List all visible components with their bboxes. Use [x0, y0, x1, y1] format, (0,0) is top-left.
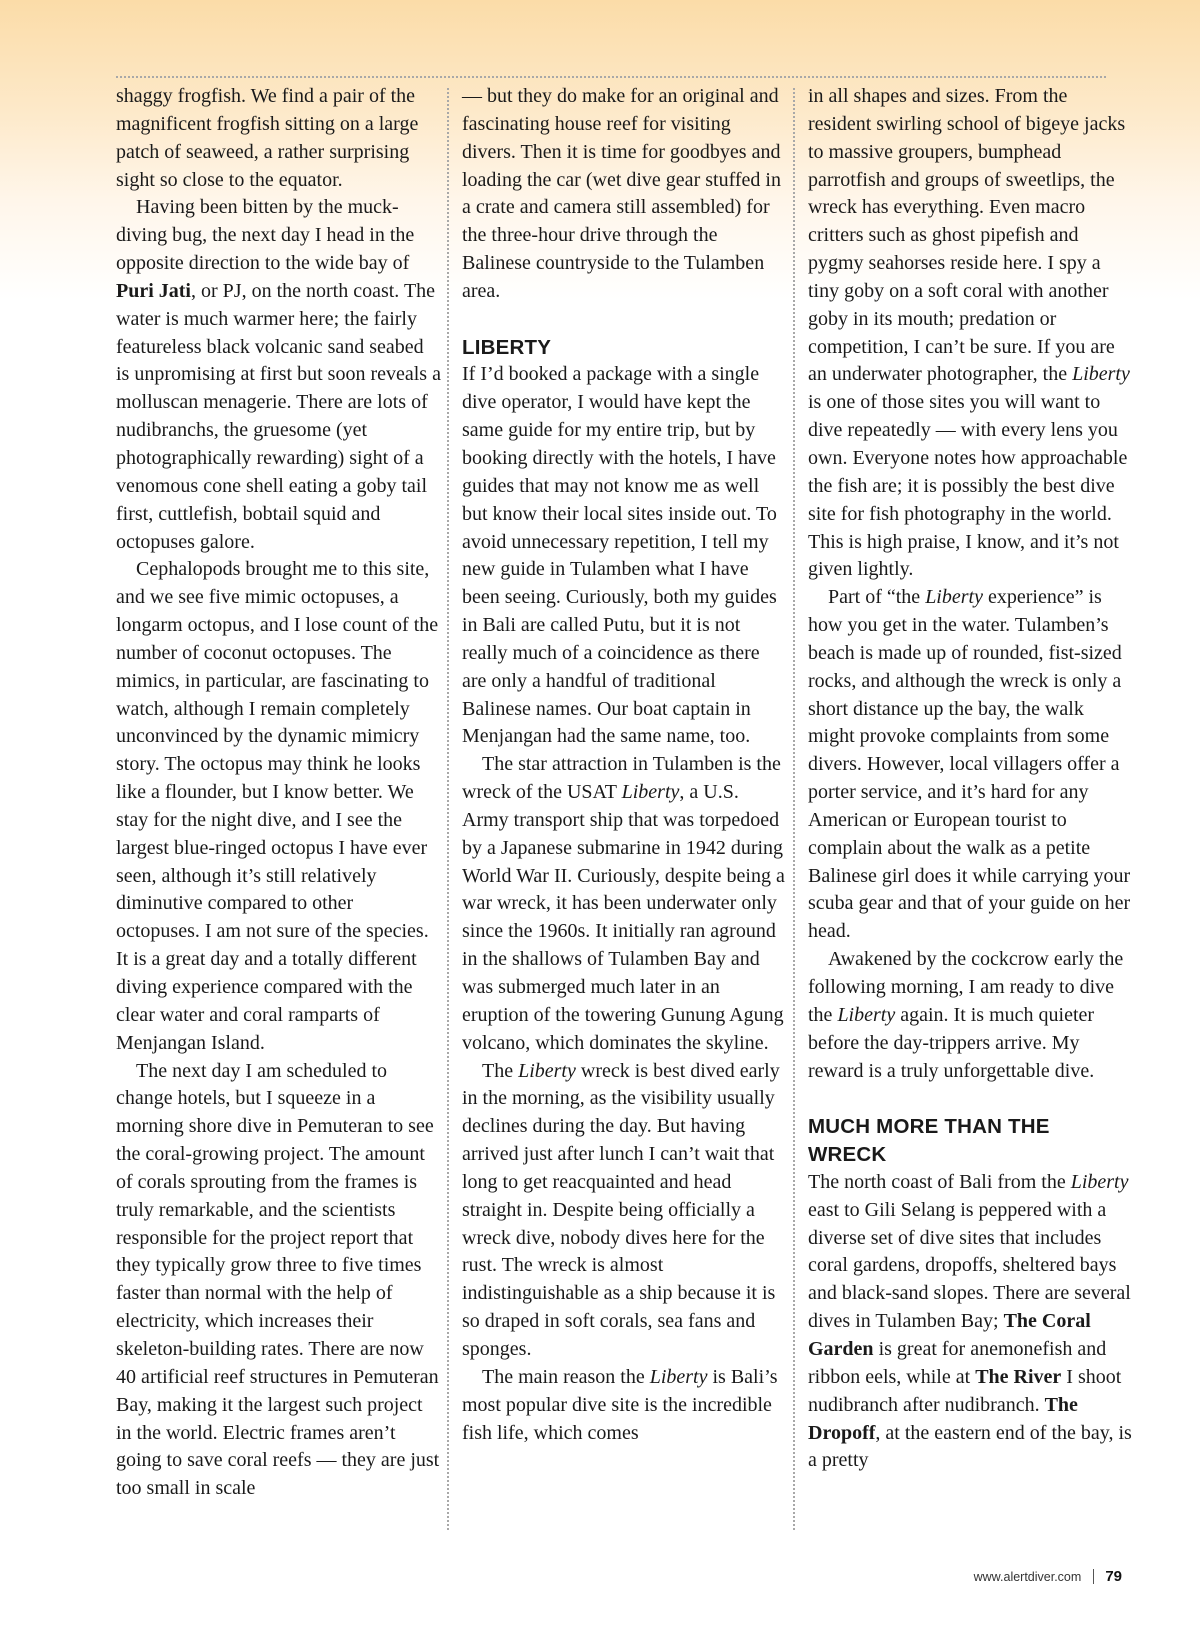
site-name: The Dropoff: [808, 1393, 1078, 1444]
paragraph: [462, 83, 787, 306]
text-run: I shoot nudibranch after nudibranch.: [808, 1365, 1122, 1416]
text-run: experience” is how you get in the water. Tulamben’s beach is made up of rounded, fist-sized rocks, and although the wreck is only a short distance up the bay, the walk might provoke complaints from some divers. However, local villagers offer a porter service, and it’s hard for any American or European tourist to complain about the walk as a petite Balinese girl does it while carrying your scuba gear and that of your guide on her head.: [808, 586, 1131, 943]
paragraph: [116, 83, 441, 194]
footer-url[interactable]: www.alertdiver.com: [973, 1569, 1082, 1584]
text-run: Having been bitten by the muck-diving bug, the next day I head in the opposite direction to the wide bay of: [116, 196, 415, 275]
paragraph: [808, 584, 1133, 946]
ship-name: Liberty: [1070, 1170, 1129, 1193]
text-run: Part of “the: [828, 586, 926, 609]
section-heading: LIBERTY: [462, 335, 552, 359]
section-heading: MUCH MORE THAN THE WRECK: [808, 1115, 1050, 1167]
text-run: , a U.S. Army transport ship that was torpedoed by a Japanese submarine in 1942 during World War II. Curiously, despite being a war wreck, it has been underwater only since the 1960s. It initially ran aground in the shallows of Tulamben Bay and was submerged much later in an eruption of the towering Gunung Agung volcano, which dominates the skyline.: [462, 781, 785, 1054]
paragraph: [462, 751, 787, 1057]
footer-divider: [1093, 1569, 1094, 1584]
text-run: If I’d booked a package with a single dive operator, I would have kept the same guide for my entire trip, but by booking directly with the hotels, I have guides that may not know me as well but know their local sites inside out. To avoid unnecessary repetition, I tell my new guide in Tulamben what I have been seeing. Curiously, both my guides in Bali are called Putu, but it is not really much of a coincidence as there are only a handful of traditional Balinese names. Our boat captain in Menjangan had the same name, too.: [462, 363, 777, 748]
text-run: is great for anemonefish and ribbon eels, while at: [808, 1337, 1107, 1388]
column-divider: [793, 88, 795, 1530]
text-run: Cephalopods brought me to this site, and we see five mimic octopuses, a longarm octopus, and I lose count of the number of coconut octopuses. The mimics, in particular, are fascinating to watch, although I remain completely unconvinced by the dynamic mimicry story. The octopus may think he looks like a flounder, but I know better. We stay for the night dive, and I see the largest blue-ringed octopus I have ever seen, although it’s still relatively diminutive compared to other octopuses. I am not sure of the species. It is a great day and a totally different diving experience compared with the clear water and coral ramparts of Menjangan Island.: [116, 558, 439, 1054]
text-run: again. It is much quieter before the day-trippers arrive. My reward is a truly unforgettable dive.: [808, 1003, 1095, 1082]
text-run: The north coast of Bali from the: [808, 1170, 1071, 1193]
text-run: is one of those sites you will want to dive repeatedly — with every lens you own. Everyone notes how approachable the fish are; it is possibly the best dive site for fish photography in the world. This is high praise, I know, and it’s not given lightly.: [808, 391, 1128, 581]
top-dotted-rule: [116, 76, 1106, 78]
article-column-2: [462, 83, 787, 1447]
text-run: in all shapes and sizes. From the resident swirling school of bigeye jacks to massive groupers, bumphead parrotfish and groups of sweetlips, the wreck has everything. Even macro critters such as ghost pipefish and pygmy seahorses reside here. I spy a tiny goby on a soft coral with another goby in its mouth; predation or competition, I can’t be sure. If you are an underwater photographer, the: [808, 85, 1126, 386]
ship-name: Liberty: [621, 781, 680, 804]
paragraph: [116, 556, 441, 1057]
text-run: The star attraction in Tulamben is the wreck of the USAT: [462, 753, 781, 804]
paragraph: [808, 946, 1133, 1085]
text-run: is Bali’s most popular dive site is the incredible fish life, which comes: [462, 1365, 778, 1444]
page-number: 79: [1105, 1568, 1122, 1585]
paragraph: [462, 1058, 787, 1364]
text-run: east to Gili Selang is peppered with a diverse set of dive sites that includes coral gardens, dropoffs, sheltered bays and black-sand slopes. There are several dives in Tulamben Bay;: [808, 1198, 1131, 1333]
column-divider: [447, 88, 449, 1530]
article-column-1: [116, 83, 441, 1503]
text-run: Awakened by the cockcrow early the following morning, I am ready to dive the: [808, 948, 1124, 1026]
paragraph: [116, 194, 441, 556]
text-run: , or PJ, on the north coast. The water is much warmer here; the fairly featureless black volcanic sand seabed is unpromising at first but soon reveals a molluscan menagerie. There are lots of nudibranchs, the gruesome (yet photographically rewarding) sight of a venomous cone shell eating a goby tail first, cuttlefish, bobtail squid and octopuses galore.: [116, 279, 441, 553]
paragraph: [808, 83, 1133, 584]
paragraph: [462, 1364, 787, 1448]
text-run: The: [482, 1059, 519, 1082]
site-name: The Coral Garden: [808, 1310, 1091, 1360]
ship-name: Liberty: [518, 1059, 576, 1082]
text-run: The main reason the: [482, 1365, 650, 1388]
paragraph: [116, 1058, 441, 1504]
paragraph: [462, 361, 787, 751]
site-name: The River: [975, 1365, 1062, 1388]
ship-name: Liberty: [925, 586, 983, 609]
ship-name: Liberty: [837, 1003, 896, 1026]
text-run: wreck is best dived early in the morning, as the visibility usually declines during the day. But having arrived just after lunch I can’t wait that long to get reacquainted and head straight in. Despite being officially a wreck dive, nobody dives here for the rust. The wreck is almost indistinguishable as a ship because it is so draped in soft corals, sea fans and sponges.: [462, 1059, 780, 1360]
site-name: Puri Jati: [116, 279, 191, 302]
text-run: The next day I am scheduled to change hotels, but I squeeze in a morning shore dive in Pemuteran to see the coral-growing project. The amount of corals sprouting from the frames is truly remarkable, and the scientists responsible for the project report that they typically grow three to five times faster than normal with the help of electricity, which increases their skeleton-building rates. There are now 40 artificial reef structures in Pemuteran Bay, making it the largest such project in the world. Electric frames aren’t going to save coral reefs — they are just too small in scale: [116, 1059, 440, 1500]
ship-name: Liberty: [649, 1365, 708, 1388]
ship-name: Liberty: [1072, 363, 1130, 386]
text-run: — but they do make for an original and fascinating house reef for visiting divers. Then it is time for goodbyes and loading the car (wet dive gear stuffed in a crate and camera still assembled) for the three-hour drive through the Balinese countryside to the Tulamben area.: [462, 85, 781, 302]
paragraph: [808, 1169, 1133, 1475]
text-run: , at the eastern end of the bay, is a pretty: [808, 1421, 1132, 1472]
page-footer: [974, 1568, 1122, 1585]
article-column-3: [808, 83, 1133, 1475]
text-run: shaggy frogfish. We find a pair of the magnificent frogfish sitting on a large patch of seaweed, a rather surprising sight so close to the equator.: [116, 85, 419, 191]
